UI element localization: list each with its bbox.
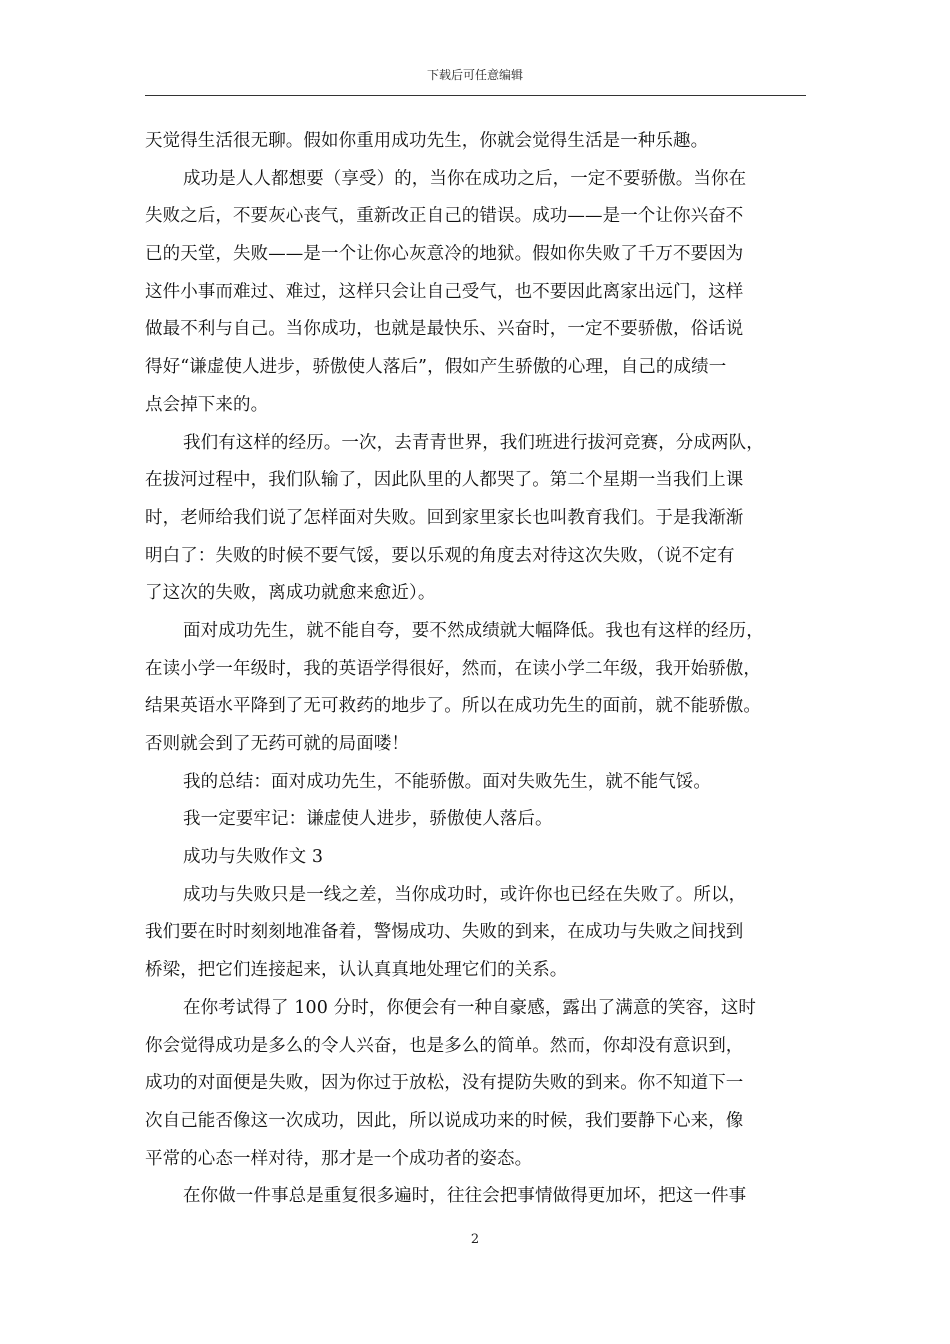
- text-line: 这件小事而难过、难过，这样只会让自己受气，也不要因此离家出远门，这样: [145, 281, 744, 302]
- text-line: 我一定要牢记：谦虚使人进步，骄傲使人落后。: [183, 809, 553, 830]
- text-line: 了这次的失败，离成功就愈来愈近）。: [145, 583, 436, 604]
- text-line: 面对成功先生，就不能自夸，要不然成绩就大幅降低。我也有这样的经历，: [183, 620, 764, 641]
- text-line: 成功与失败作文 3: [183, 847, 324, 868]
- text-line: 桥梁，把它们连接起来，认认真真地处理它们的关系。: [145, 960, 568, 981]
- text-line: 明白了：失败的时候不要气馁，要以乐观的角度去对待这次失败，（说不定有: [145, 545, 735, 566]
- text-line: 时，老师给我们说了怎样面对失败。回到家里家长也叫教育我们。于是我渐渐: [145, 507, 744, 528]
- page-number: 2: [470, 1232, 480, 1247]
- text-line: 失败之后，不要灰心丧气，重新改正自己的错误。成功——是一个让你兴奋不: [145, 206, 744, 227]
- text-line: 得好“谦虚使人进步，骄傲使人落后”，假如产生骄傲的心理，自己的成绩一: [145, 357, 727, 378]
- text-line: 我的总结：面对成功先生，不能骄傲。面对失败先生，就不能气馁。: [183, 771, 711, 792]
- text-line: 成功与失败只是一线之差，当你成功时，或许你也已经在失败了。所以，: [183, 884, 747, 905]
- text-line: 否则就会到了无药可就的局面喽！: [145, 734, 409, 754]
- text-line: 我们要在时时刻刻地准备着，警惕成功、失败的到来，在成功与失败之间找到: [145, 922, 744, 943]
- text-line: 你会觉得成功是多么的令人兴奋，也是多么的简单。然而，你却没有意识到，: [145, 1035, 744, 1056]
- document-body: [145, 123, 821, 1216]
- text-line: 结果英语水平降到了无可救药的地步了。所以在成功先生的面前，就不能骄傲。: [145, 696, 761, 717]
- text-line: 在拔河过程中，我们队输了，因此队里的人都哭了。第二个星期一当我们上课: [145, 470, 744, 491]
- text-line: 点会掉下来的。: [145, 394, 269, 415]
- text-line: 在读小学一年级时，我的英语学得很好，然而，在读小学二年级，我开始骄傲，: [145, 658, 761, 679]
- text-line: 成功的对面便是失败，因为你过于放松，没有提防失败的到来。你不知道下一: [145, 1073, 744, 1094]
- text-line: 天觉得生活很无聊。假如你重用成功先生，你就会觉得生活是一种乐趣。: [145, 131, 709, 151]
- text-line: 已的天堂，失败——是一个让你心灰意冷的地狱。假如你失败了千万不要因为: [145, 244, 744, 265]
- text-line: 在你考试得了 100 分时，你便会有一种自豪感，露出了满意的笑容，这时: [183, 997, 757, 1018]
- text-line: 做最不利与自己。当你成功，也就是最快乐、兴奋时，一定不要骄傲，俗话说: [145, 319, 744, 340]
- text-line: 次自己能否像这一次成功，因此，所以说成功来的时候，我们要静下心来，像: [145, 1110, 744, 1131]
- text-line: 成功是人人都想要（享受）的，当你在成功之后，一定不要骄傲。当你在: [183, 168, 747, 189]
- text-line: 平常的心态一样对待，那才是一个成功者的姿态。: [145, 1148, 533, 1169]
- text-line: 在你做一件事总是重复很多遍时，往往会把事情做得更加坏，把这一件事: [183, 1186, 747, 1207]
- text-line: 我们有这样的经历。一次，去青青世界，我们班进行拔河竞赛，分成两队，: [183, 432, 764, 453]
- page-header: 下载后可任意编辑: [426, 68, 523, 82]
- header-rule: [145, 95, 806, 96]
